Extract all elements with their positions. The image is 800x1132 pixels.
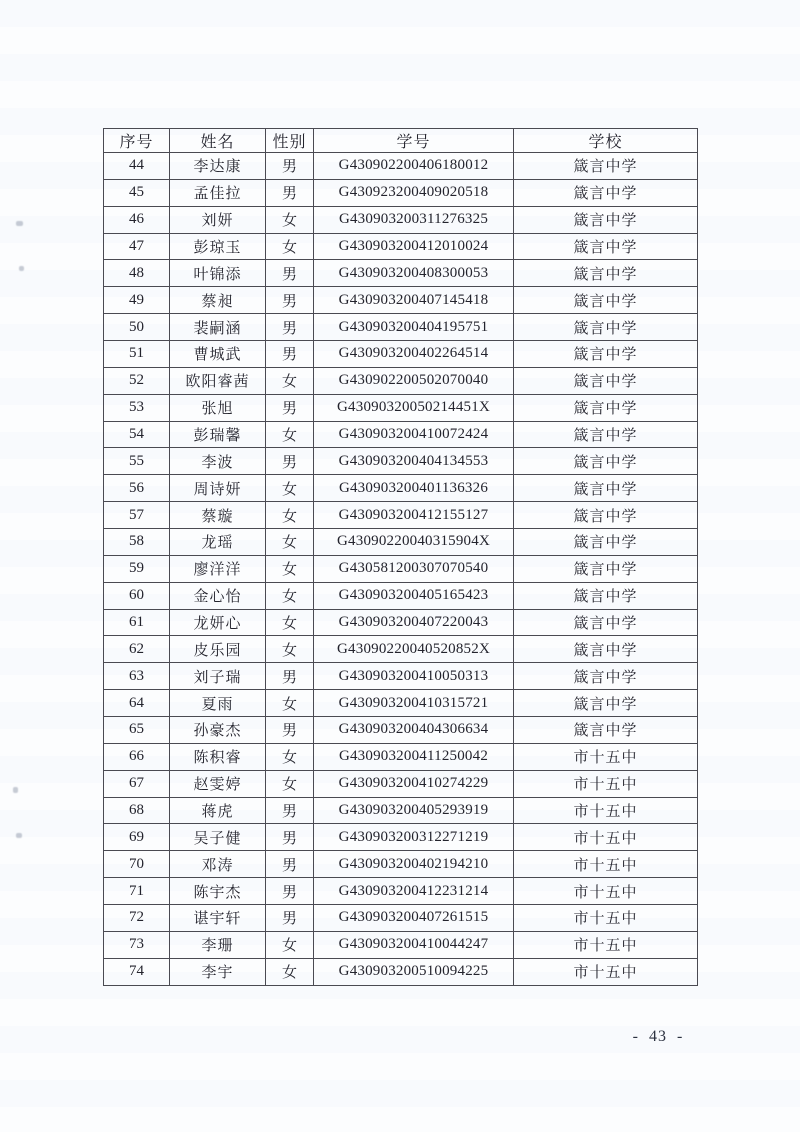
cell-school: 箴言中学 [514,529,698,556]
table-row [104,475,698,502]
table-row [104,260,698,287]
cell-serial-number: 70 [104,851,170,878]
header-serial-number: 序号 [104,129,170,153]
cell-student-id: G430903200510094225 [314,958,514,985]
cell-serial-number: 44 [104,153,170,180]
cell-gender: 男 [266,797,314,824]
cell-student-id: G430903200311276325 [314,206,514,233]
cell-serial-number: 55 [104,448,170,475]
cell-student-id: G43090320050214451X [314,394,514,421]
cell-student-id: G430903200405165423 [314,582,514,609]
cell-school: 市十五中 [514,851,698,878]
table-row [104,421,698,448]
cell-student-id: G430903200410044247 [314,931,514,958]
cell-student-id: G430903200407220043 [314,609,514,636]
cell-name: 李珊 [170,931,266,958]
cell-school: 市十五中 [514,770,698,797]
cell-student-id: G430903200404134553 [314,448,514,475]
cell-student-id: G430903200402194210 [314,851,514,878]
cell-gender: 男 [266,394,314,421]
table-row [104,905,698,932]
table-row [104,663,698,690]
cell-gender: 女 [266,743,314,770]
table-row [104,851,698,878]
table-row [104,770,698,797]
table-row [104,797,698,824]
table-row [104,717,698,744]
cell-student-id: G430903200405293919 [314,797,514,824]
cell-school: 箴言中学 [514,314,698,341]
cell-school: 市十五中 [514,931,698,958]
cell-school: 箴言中学 [514,233,698,260]
cell-serial-number: 49 [104,287,170,314]
cell-student-id: G43090220040315904X [314,529,514,556]
table-row [104,287,698,314]
scan-artifact-speck [16,833,22,838]
cell-name: 邓涛 [170,851,266,878]
cell-school: 市十五中 [514,743,698,770]
cell-gender: 男 [266,878,314,905]
cell-gender: 男 [266,153,314,180]
cell-serial-number: 63 [104,663,170,690]
table-row [104,824,698,851]
cell-name: 孙豪杰 [170,717,266,744]
cell-gender: 女 [266,367,314,394]
cell-name: 吴子健 [170,824,266,851]
cell-school: 箴言中学 [514,663,698,690]
cell-gender: 女 [266,555,314,582]
cell-serial-number: 59 [104,555,170,582]
cell-name: 叶锦添 [170,260,266,287]
cell-school: 箴言中学 [514,367,698,394]
cell-student-id: G430903200408300053 [314,260,514,287]
cell-gender: 女 [266,529,314,556]
cell-gender: 女 [266,636,314,663]
cell-gender: 女 [266,233,314,260]
cell-gender: 女 [266,421,314,448]
cell-gender: 男 [266,448,314,475]
cell-gender: 女 [266,502,314,529]
table-row [104,314,698,341]
cell-gender: 女 [266,690,314,717]
table-header-row [104,129,698,153]
cell-serial-number: 48 [104,260,170,287]
scan-artifact-speck [19,266,24,271]
cell-name: 蔡璇 [170,502,266,529]
cell-name: 周诗妍 [170,475,266,502]
cell-serial-number: 58 [104,529,170,556]
cell-serial-number: 52 [104,367,170,394]
cell-name: 蒋虎 [170,797,266,824]
header-name: 姓名 [170,129,266,153]
cell-student-id: G430903200412010024 [314,233,514,260]
table-row [104,931,698,958]
cell-name: 皮乐园 [170,636,266,663]
cell-student-id: G430581200307070540 [314,555,514,582]
cell-serial-number: 67 [104,770,170,797]
cell-gender: 女 [266,958,314,985]
table-row [104,529,698,556]
cell-student-id: G430903200412231214 [314,878,514,905]
cell-name: 彭瑞馨 [170,421,266,448]
cell-name: 龙瑶 [170,529,266,556]
cell-student-id: G430923200409020518 [314,179,514,206]
scan-artifact-speck [16,221,23,226]
cell-student-id: G430903200401136326 [314,475,514,502]
table-row [104,394,698,421]
header-student-id: 学号 [314,129,514,153]
cell-serial-number: 60 [104,582,170,609]
cell-school: 市十五中 [514,797,698,824]
table-row [104,153,698,180]
cell-serial-number: 65 [104,717,170,744]
table-row [104,206,698,233]
cell-gender: 女 [266,582,314,609]
header-school: 学校 [514,129,698,153]
cell-serial-number: 54 [104,421,170,448]
cell-gender: 女 [266,770,314,797]
cell-name: 夏雨 [170,690,266,717]
cell-gender: 女 [266,931,314,958]
cell-student-id: G430902200406180012 [314,153,514,180]
cell-school: 箴言中学 [514,206,698,233]
cell-student-id: G430903200407145418 [314,287,514,314]
cell-gender: 男 [266,341,314,368]
header-gender: 性别 [266,129,314,153]
cell-school: 箴言中学 [514,341,698,368]
cell-serial-number: 50 [104,314,170,341]
cell-serial-number: 51 [104,341,170,368]
cell-gender: 男 [266,179,314,206]
cell-school: 箴言中学 [514,502,698,529]
cell-school: 箴言中学 [514,609,698,636]
cell-serial-number: 61 [104,609,170,636]
cell-school: 箴言中学 [514,555,698,582]
table-row [104,555,698,582]
scan-artifact-speck [13,787,18,793]
cell-gender: 男 [266,717,314,744]
cell-serial-number: 64 [104,690,170,717]
cell-gender: 男 [266,851,314,878]
cell-serial-number: 53 [104,394,170,421]
cell-gender: 女 [266,475,314,502]
cell-student-id: G430903200404306634 [314,717,514,744]
cell-serial-number: 72 [104,905,170,932]
table-row [104,502,698,529]
cell-student-id: G430903200411250042 [314,743,514,770]
cell-serial-number: 74 [104,958,170,985]
cell-name: 欧阳睿茜 [170,367,266,394]
cell-student-id: G430903200410315721 [314,690,514,717]
cell-name: 曹城武 [170,341,266,368]
cell-name: 彭琼玉 [170,233,266,260]
table-row [104,367,698,394]
cell-gender: 男 [266,314,314,341]
cell-student-id: G430903200312271219 [314,824,514,851]
cell-school: 箴言中学 [514,394,698,421]
cell-school: 箴言中学 [514,448,698,475]
cell-serial-number: 57 [104,502,170,529]
cell-gender: 男 [266,663,314,690]
cell-student-id: G430903200407261515 [314,905,514,932]
student-roster-table [103,128,698,986]
cell-student-id: G43090220040520852X [314,636,514,663]
table-row [104,233,698,260]
cell-gender: 男 [266,824,314,851]
cell-name: 裴嗣涵 [170,314,266,341]
cell-name: 蔡昶 [170,287,266,314]
cell-name: 刘妍 [170,206,266,233]
table-row [104,878,698,905]
cell-name: 陈积睿 [170,743,266,770]
cell-gender: 女 [266,609,314,636]
cell-school: 市十五中 [514,905,698,932]
table-row [104,743,698,770]
cell-student-id: G430903200410072424 [314,421,514,448]
cell-serial-number: 62 [104,636,170,663]
cell-gender: 男 [266,260,314,287]
table-row [104,958,698,985]
cell-student-id: G430903200410050313 [314,663,514,690]
cell-name: 金心怡 [170,582,266,609]
cell-name: 张旭 [170,394,266,421]
cell-serial-number: 71 [104,878,170,905]
table-row [104,448,698,475]
table-row [104,609,698,636]
cell-school: 箴言中学 [514,582,698,609]
cell-serial-number: 46 [104,206,170,233]
cell-school: 箴言中学 [514,475,698,502]
cell-school: 箴言中学 [514,153,698,180]
cell-name: 谌宇轩 [170,905,266,932]
cell-gender: 男 [266,905,314,932]
cell-school: 箴言中学 [514,636,698,663]
table-row [104,582,698,609]
table-body [104,153,698,986]
cell-name: 李波 [170,448,266,475]
cell-name: 赵雯婷 [170,770,266,797]
table-row [104,179,698,206]
cell-school: 箴言中学 [514,179,698,206]
cell-school: 箴言中学 [514,717,698,744]
cell-gender: 女 [266,206,314,233]
cell-name: 李达康 [170,153,266,180]
cell-serial-number: 45 [104,179,170,206]
cell-student-id: G430903200410274229 [314,770,514,797]
cell-name: 孟佳拉 [170,179,266,206]
page-number: - 43 - [632,1028,684,1045]
cell-school: 市十五中 [514,824,698,851]
cell-school: 市十五中 [514,958,698,985]
cell-school: 市十五中 [514,878,698,905]
cell-school: 箴言中学 [514,690,698,717]
cell-student-id: G430903200412155127 [314,502,514,529]
cell-serial-number: 73 [104,931,170,958]
table-row [104,636,698,663]
cell-name: 李宇 [170,958,266,985]
cell-serial-number: 47 [104,233,170,260]
cell-student-id: G430902200502070040 [314,367,514,394]
cell-school: 箴言中学 [514,287,698,314]
cell-student-id: G430903200402264514 [314,341,514,368]
cell-name: 廖洋洋 [170,555,266,582]
table-row [104,341,698,368]
cell-serial-number: 68 [104,797,170,824]
cell-student-id: G430903200404195751 [314,314,514,341]
cell-name: 龙妍心 [170,609,266,636]
cell-gender: 男 [266,287,314,314]
table-row [104,690,698,717]
cell-school: 箴言中学 [514,260,698,287]
cell-name: 陈宇杰 [170,878,266,905]
cell-serial-number: 69 [104,824,170,851]
cell-name: 刘子瑞 [170,663,266,690]
cell-serial-number: 66 [104,743,170,770]
cell-serial-number: 56 [104,475,170,502]
cell-school: 箴言中学 [514,421,698,448]
